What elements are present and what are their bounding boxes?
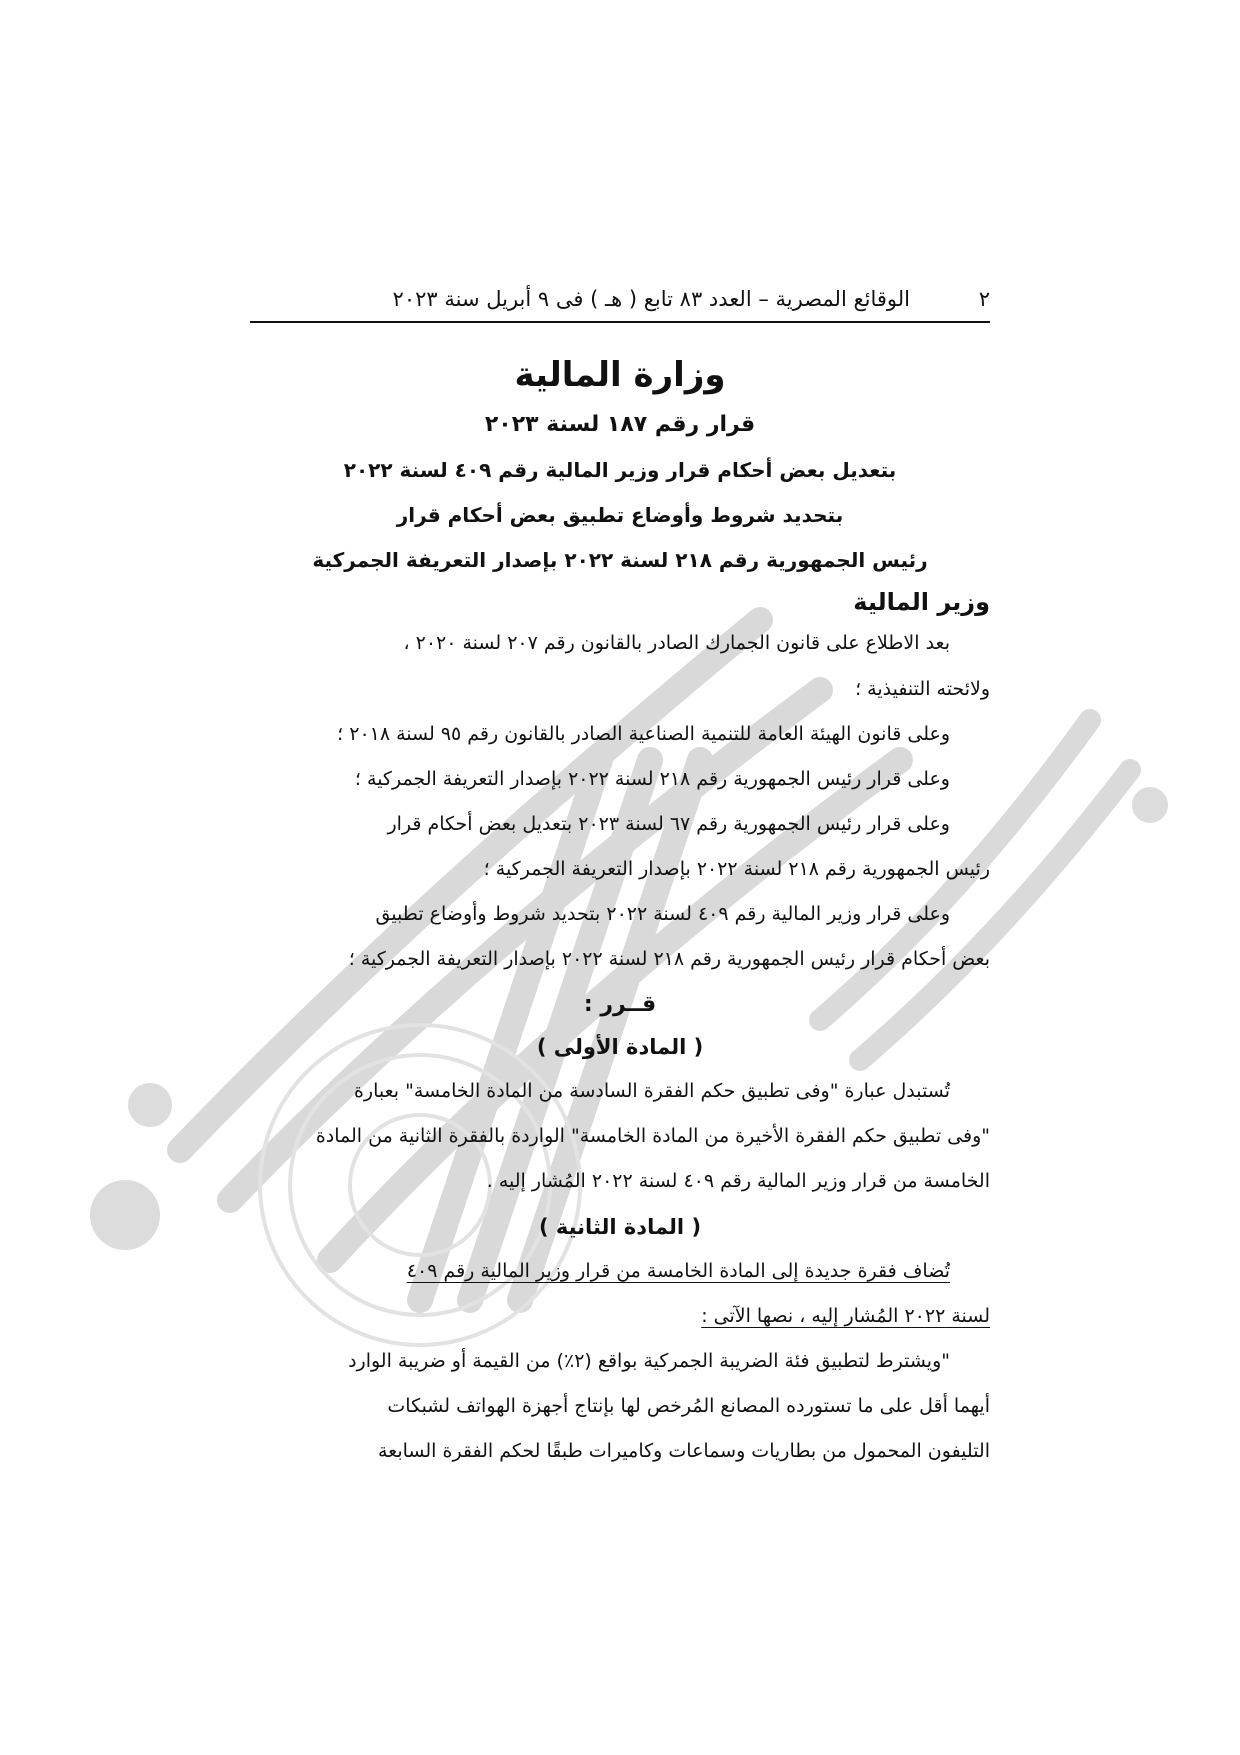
- preamble-line: رئيس الجمهورية رقم ٢١٨ لسنة ٢٠٢٢ بإصدار التعريفة الجمركية ؛: [483, 858, 990, 880]
- article-1-line: "وفى تطبيق حكم الفقرة الأخيرة من المادة الخامسة" الواردة بالفقرة الثانية من المادة: [315, 1125, 990, 1147]
- page-number: ٢: [978, 287, 990, 311]
- ministry-title: وزارة المالية: [514, 355, 726, 395]
- article-2-line: تُضاف فقرة جديدة إلى المادة الخامسة من قرار وزير المالية رقم ٤٠٩: [406, 1260, 950, 1282]
- preamble-line: بعد الاطلاع على قانون الجمارك الصادر بالقانون رقم ٢٠٧ لسنة ٢٠٢٠ ،: [403, 632, 950, 654]
- article-1-heading: ( المادة الأولى ): [536, 1035, 704, 1059]
- article-2-line: [250, 1305, 990, 1327]
- decree-subject-line-3: رئيس الجمهورية رقم ٢١٨ لسنة ٢٠٢٢ بإصدار التعريفة الجمركية: [312, 548, 928, 572]
- decides-heading: قــرر :: [583, 992, 657, 1017]
- gazette-page: [250, 0, 990, 1755]
- decree-number: قرار رقم ١٨٧ لسنة ٢٠٢٣: [484, 412, 756, 437]
- page-header: [250, 283, 990, 323]
- article-1-line: تُستبدل عبارة "وفى تطبيق حكم الفقرة السادسة من المادة الخامسة" بعبارة: [353, 1080, 950, 1102]
- article-2-heading: ( المادة الثانية ): [538, 1215, 702, 1239]
- preamble-line: ولائحته التنفيذية ؛: [855, 678, 990, 700]
- preamble-line: وعلى قرار وزير المالية رقم ٤٠٩ لسنة ٢٠٢٢ بتحديد شروط وأوضاع تطبيق: [375, 903, 950, 925]
- gazette-issue-title: الوقائع المصرية – العدد ٨٣ تابع ( هـ ) فى ٩ أبريل سنة ٢٠٢٣: [392, 287, 910, 311]
- minister-heading: وزير المالية: [853, 588, 990, 616]
- preamble-line: بعض أحكام قرار رئيس الجمهورية رقم ٢١٨ لسنة ٢٠٢٢ بإصدار التعريفة الجمركية ؛: [348, 948, 990, 970]
- preamble-line: وعلى قرار رئيس الجمهورية رقم ٦٧ لسنة ٢٠٢٣ بتعديل بعض أحكام قرار: [387, 813, 950, 835]
- preamble-line: وعلى قانون الهيئة العامة للتنمية الصناعية الصادر بالقانون رقم ٩٥ لسنة ٢٠١٨ ؛: [337, 723, 950, 745]
- decree-subject-line-2: بتحديد شروط وأوضاع تطبيق بعض أحكام قرار: [396, 503, 844, 527]
- decree-subject-line-1: بتعديل بعض أحكام قرار وزير المالية رقم ٤٠٩ لسنة ٢٠٢٢: [343, 458, 897, 482]
- article-2-line-underlined: لسنة ٢٠٢٢ المُشار إليه ، نصها الآتى :: [701, 1305, 990, 1327]
- article-2-line: التليفون المحمول من بطاريات وسماعات وكاميرات طبقًا لحكم الفقرة السابعة: [378, 1440, 990, 1462]
- article-2-line: أيهما أقل على ما تستورده المصانع المُرخص لها بإنتاج أجهزة الهواتف لشبكات: [387, 1395, 990, 1417]
- article-1-line: الخامسة من قرار وزير المالية رقم ٤٠٩ لسنة ٢٠٢٢ المُشار إليه .: [486, 1170, 990, 1192]
- article-2-line: "ويشترط لتطبيق فئة الضريبة الجمركية بواقع (٢٪) من القيمة أو ضريبة الوارد: [348, 1350, 950, 1372]
- preamble-line: وعلى قرار رئيس الجمهورية رقم ٢١٨ لسنة ٢٠٢٢ بإصدار التعريفة الجمركية ؛: [354, 768, 950, 790]
